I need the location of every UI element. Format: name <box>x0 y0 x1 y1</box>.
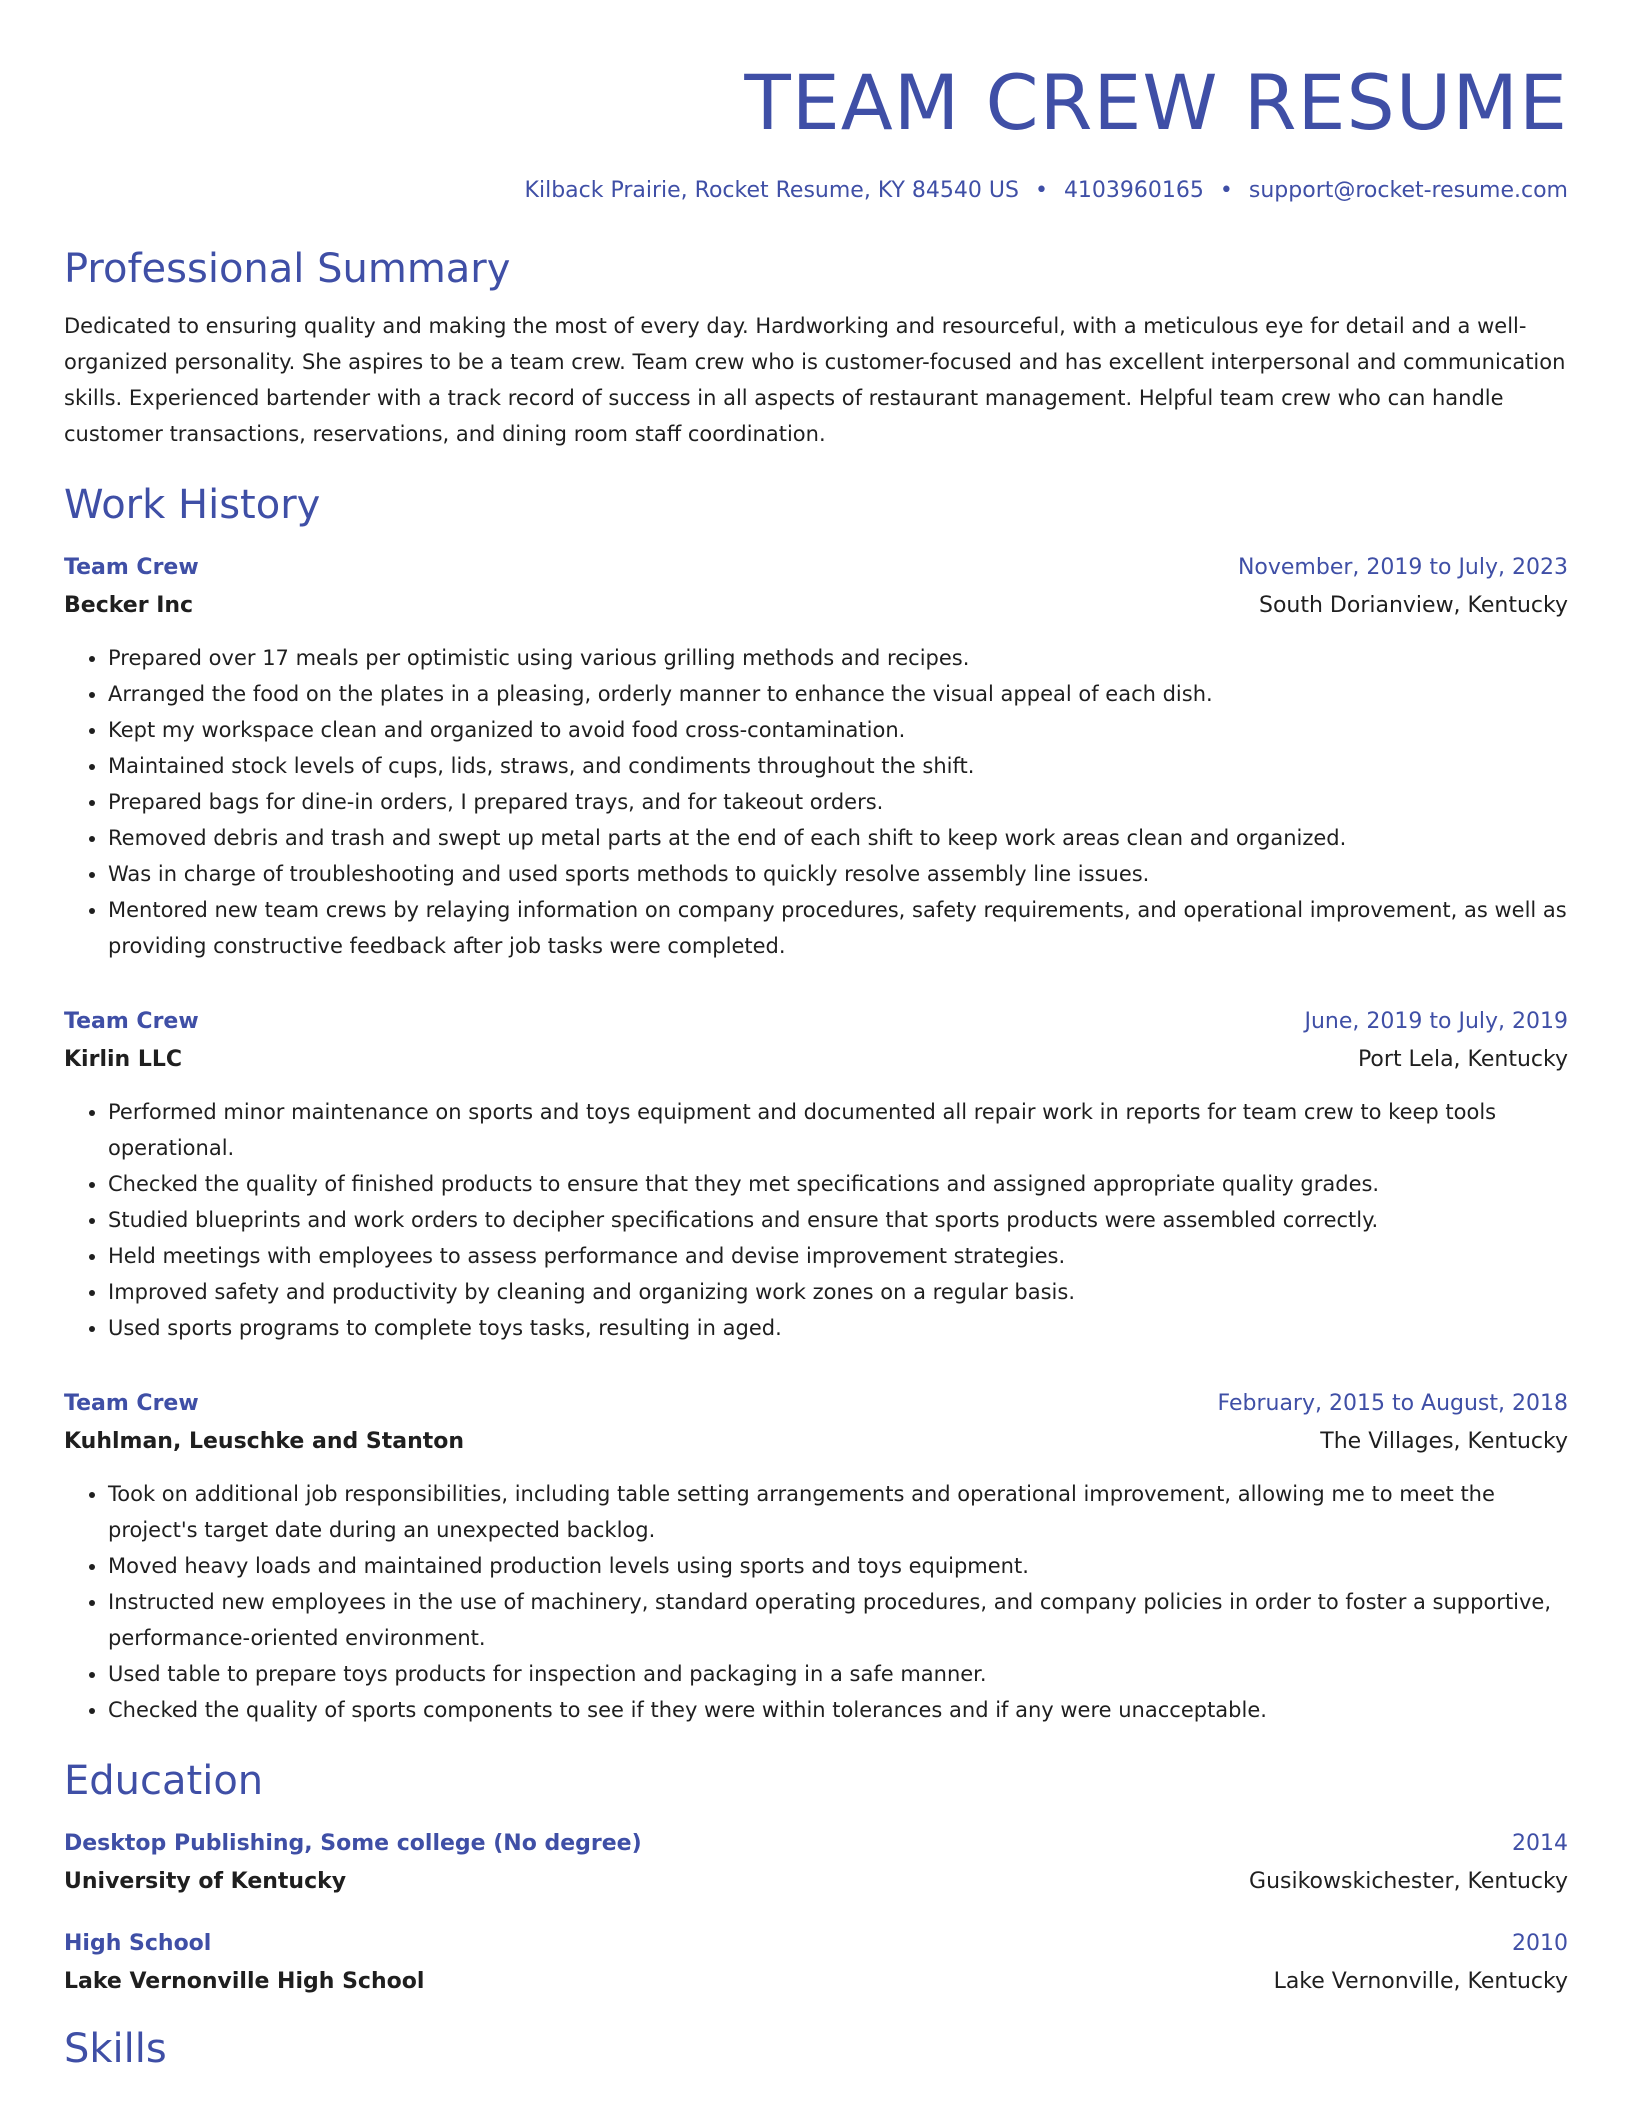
job-bullet: • Prepared bags for dine-in orders, I prepared trays, and for takeout orders. <box>108 784 1568 820</box>
job-bullet: • Used sports programs to complete toys tasks, resulting in aged. <box>108 1310 1568 1346</box>
job-location: South Dorianview, Kentucky <box>1258 593 1568 618</box>
job-bullet: • Arranged the food on the plates in a pleasing, orderly manner to enhance the visual appeal of each dish. <box>108 676 1568 712</box>
job-bullet: • Prepared over 17 meals per optimistic using various grilling methods and recipes. <box>108 640 1568 676</box>
job-bullet: • Mentored new team crews by relaying information on company procedures, safety requirements, and operational improvement, as well as providing constructive feedback after job tasks were completed. <box>108 892 1568 964</box>
job-bullet: • Used table to prepare toys products for inspection and packaging in a safe manner. <box>108 1656 1568 1692</box>
education-school: Lake Vernonville High School <box>64 1969 425 1994</box>
contact-phone: 4103960165 <box>1063 178 1204 203</box>
job-bullets <box>64 1094 1568 1346</box>
education-year: 2014 <box>1512 1831 1568 1856</box>
contact-address: Kilback Prairie, Rocket Resume, KY 84540 US <box>524 178 1019 203</box>
job-bullets <box>64 640 1568 964</box>
job-entry <box>64 1004 1568 1346</box>
job-bullet: • Maintained stock levels of cups, lids, straws, and condiments throughout the shift. <box>108 748 1568 784</box>
work-history-heading: Work History <box>64 482 321 528</box>
job-location: The Villages, Kentucky <box>1320 1429 1568 1454</box>
education-degree: High School <box>64 1931 212 1956</box>
contact-line <box>64 176 1568 206</box>
job-entry <box>64 1386 1568 1728</box>
job-bullet: • Held meetings with employees to assess performance and devise improvement strategies. <box>108 1238 1568 1274</box>
job-role: Team Crew <box>64 555 199 580</box>
job-company: Kirlin LLC <box>64 1047 183 1072</box>
education-entry <box>64 1926 1568 2002</box>
skills-heading: Skills <box>64 2026 167 2072</box>
job-bullets <box>64 1476 1568 1728</box>
job-bullet: • Moved heavy loads and maintained production levels using sports and toys equipment. <box>108 1548 1568 1584</box>
job-entry <box>64 550 1568 964</box>
job-company: Kuhlman, Leuschke and Stanton <box>64 1429 465 1454</box>
job-bullet: • Kept my workspace clean and organized to avoid food cross-contamination. <box>108 712 1568 748</box>
job-bullet: • Was in charge of troubleshooting and used sports methods to quickly resolve assembly line issues. <box>108 856 1568 892</box>
job-bullet: • Improved safety and productivity by cleaning and organizing work zones on a regular basis. <box>108 1274 1568 1310</box>
resume-title: TEAM CREW RESUME <box>744 58 1568 147</box>
job-bullet: • Studied blueprints and work orders to decipher specifications and ensure that sports products were assembled correctly. <box>108 1202 1568 1238</box>
summary-heading: Professional Summary <box>64 246 511 292</box>
summary-text: Dedicated to ensuring quality and making the most of every day. Hardworking and resourceful, with a meticulous eye for detail and a well-organized personality. She aspires to be a team crew. Team crew who is customer-focused and has excellent interpersonal and communication skills. Experienced bartender with a track record of success in all aspects of restaurant management. Helpful team crew who can handle customer transactions, reservations, and dining room staff coordination. <box>64 314 1566 446</box>
job-location: Port Lela, Kentucky <box>1357 1047 1568 1072</box>
job-dates: June, 2019 to July, 2019 <box>1304 1009 1568 1034</box>
education-entry <box>64 1826 1568 1902</box>
job-bullet: • Instructed new employees in the use of machinery, standard operating procedures, and company policies in order to foster a supportive, performance-oriented environment. <box>108 1584 1568 1656</box>
job-role: Team Crew <box>64 1009 199 1034</box>
job-role: Team Crew <box>64 1391 199 1416</box>
contact-separator: • <box>1034 178 1048 203</box>
education-location: Gusikowskichester, Kentucky <box>1249 1869 1568 1894</box>
education-year: 2010 <box>1512 1931 1568 1956</box>
job-bullet: • Checked the quality of sports components to see if they were within tolerances and if any were unacceptable. <box>108 1692 1568 1728</box>
contact-email: support@rocket-resume.com <box>1248 178 1568 203</box>
job-company: Becker Inc <box>64 593 194 618</box>
job-bullet: • Performed minor maintenance on sports and toys equipment and documented all repair work in reports for team crew to keep tools operational. <box>108 1094 1568 1166</box>
job-bullet: • Removed debris and trash and swept up metal parts at the end of each shift to keep work areas clean and organized. <box>108 820 1568 856</box>
education-degree: Desktop Publishing, Some college (No degree) <box>64 1831 642 1856</box>
education-heading: Education <box>64 1758 264 1804</box>
job-dates: November, 2019 to July, 2023 <box>1237 555 1568 580</box>
job-bullet: • Took on additional job responsibilities, including table setting arrangements and operational improvement, allowing me to meet the project's target date during an unexpected backlog. <box>108 1476 1568 1548</box>
education-school: University of Kentucky <box>64 1869 347 1894</box>
contact-separator: • <box>1219 178 1233 203</box>
job-dates: February, 2015 to August, 2018 <box>1217 1391 1568 1416</box>
education-location: Lake Vernonville, Kentucky <box>1273 1969 1568 1994</box>
job-bullet: • Checked the quality of finished products to ensure that they met specifications and assigned appropriate quality grades. <box>108 1166 1568 1202</box>
